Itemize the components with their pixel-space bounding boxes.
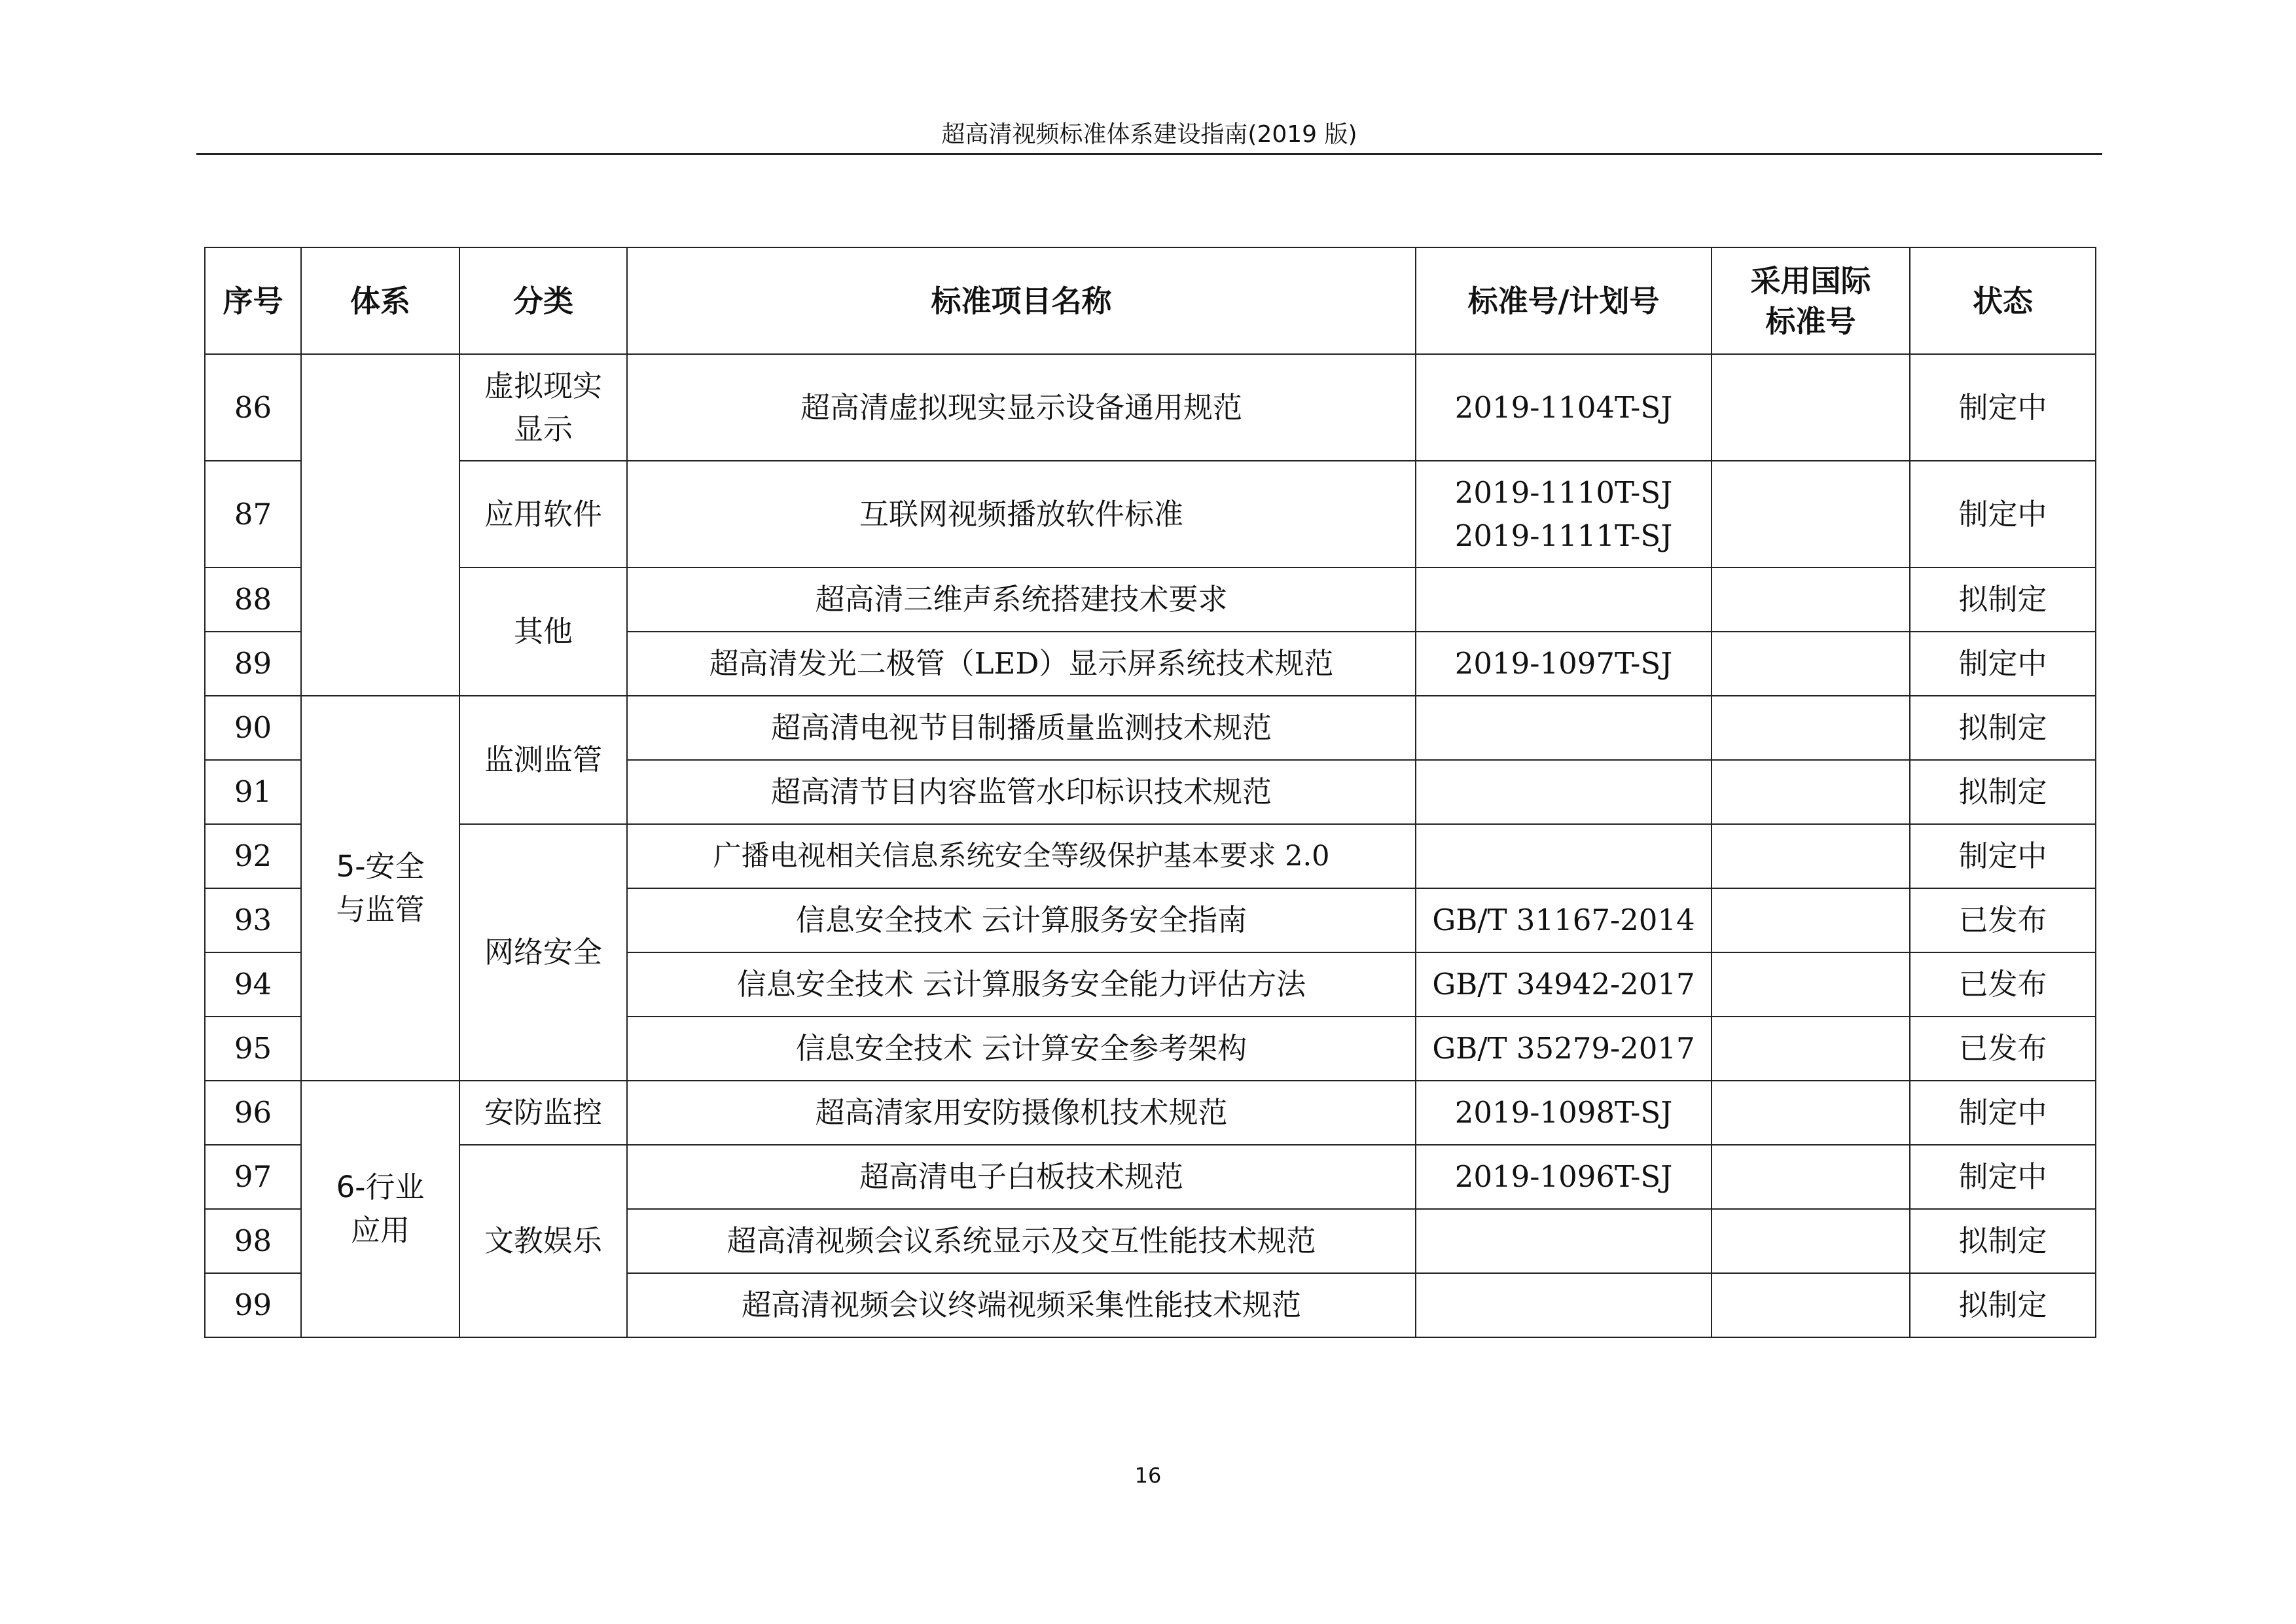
page-header-title: 超高清视频标准体系建设指南(2019 版): [941, 121, 1357, 148]
row-status: 制定中: [1910, 354, 2096, 461]
row-intl: [1712, 696, 1910, 760]
row-status: 制定中: [1910, 461, 2096, 568]
table-row: [205, 461, 2096, 568]
category-cell: 虚拟现实显示: [459, 354, 627, 461]
row-name: 超高清视频会议终端视频采集性能技术规范: [627, 1273, 1416, 1337]
row-name: 超高清家用安防摄像机技术规范: [627, 1081, 1416, 1145]
row-code: [1416, 696, 1712, 760]
category-cell: 监测监管: [459, 696, 627, 824]
row-status: 拟制定: [1910, 568, 2096, 632]
row-intl: [1712, 760, 1910, 824]
system-cell-empty: [301, 354, 459, 696]
row-intl: [1712, 568, 1910, 632]
row-intl: [1712, 1017, 1910, 1081]
col-header-name: 标准项目名称: [627, 247, 1416, 354]
page-number: 16: [1134, 1463, 1162, 1488]
row-code: 2019-1096T-SJ: [1416, 1145, 1712, 1209]
row-status: 制定中: [1910, 824, 2096, 888]
row-status: 拟制定: [1910, 760, 2096, 824]
row-code: [1416, 1209, 1712, 1273]
row-name: 超高清三维声系统搭建技术要求: [627, 568, 1416, 632]
row-intl: [1712, 632, 1910, 696]
row-name: 超高清视频会议系统显示及交互性能技术规范: [627, 1209, 1416, 1273]
category-cell: 网络安全: [459, 824, 627, 1081]
row-seq: 91: [205, 760, 301, 824]
row-intl: [1712, 1145, 1910, 1209]
row-name: 信息安全技术 云计算服务安全指南: [627, 888, 1416, 952]
row-seq: 93: [205, 888, 301, 952]
row-status: 已发布: [1910, 888, 2096, 952]
row-status: 拟制定: [1910, 696, 2096, 760]
row-seq: 96: [205, 1081, 301, 1145]
row-seq: 94: [205, 952, 301, 1017]
table-row: [205, 1145, 2096, 1209]
category-cell: 文教娱乐: [459, 1145, 627, 1337]
row-status: 拟制定: [1910, 1273, 2096, 1337]
table-row: [205, 824, 2096, 888]
row-intl: [1712, 888, 1910, 952]
row-intl: [1712, 824, 1910, 888]
row-seq: 98: [205, 1209, 301, 1273]
table-header-row: [205, 247, 2096, 354]
row-intl: [1712, 1209, 1910, 1273]
row-seq: 88: [205, 568, 301, 632]
row-seq: 92: [205, 824, 301, 888]
row-name: 信息安全技术 云计算安全参考架构: [627, 1017, 1416, 1081]
row-seq: 87: [205, 461, 301, 568]
row-code-line: 2019-1111T-SJ: [1454, 518, 1673, 553]
col-header-seq: 序号: [205, 247, 301, 354]
row-seq: 99: [205, 1273, 301, 1337]
row-name: 超高清虚拟现实显示设备通用规范: [627, 354, 1416, 461]
standards-table: [204, 247, 2096, 1338]
row-intl: [1712, 1273, 1910, 1337]
row-code: 2019-1104T-SJ: [1416, 354, 1712, 461]
row-status: 已发布: [1910, 1017, 2096, 1081]
row-seq: 90: [205, 696, 301, 760]
row-intl: [1712, 354, 1910, 461]
col-header-category: 分类: [459, 247, 627, 354]
row-name: 超高清电子白板技术规范: [627, 1145, 1416, 1209]
row-code: [1416, 824, 1712, 888]
col-header-system: 体系: [301, 247, 459, 354]
row-intl: [1712, 952, 1910, 1017]
row-code: GB/T 34942-2017: [1416, 952, 1712, 1017]
row-status: 制定中: [1910, 1081, 2096, 1145]
row-name: 超高清节目内容监管水印标识技术规范: [627, 760, 1416, 824]
col-header-intl: 采用国际标准号: [1712, 247, 1910, 354]
system-cell-industry: 6-行业应用: [301, 1081, 459, 1337]
system-cell-security: 5-安全与监管: [301, 696, 459, 1081]
row-status: 制定中: [1910, 632, 2096, 696]
row-intl: [1712, 1081, 1910, 1145]
category-cell: 应用软件: [459, 461, 627, 568]
row-code-line: 2019-1110T-SJ: [1454, 475, 1673, 510]
row-intl: [1712, 461, 1910, 568]
row-code: GB/T 35279-2017: [1416, 1017, 1712, 1081]
table-row: [205, 354, 2096, 461]
category-cell: 其他: [459, 568, 627, 696]
row-code: 2019-1097T-SJ: [1416, 632, 1712, 696]
table-row: [205, 568, 2096, 632]
table-row: [205, 1081, 2096, 1145]
row-code: [1416, 1273, 1712, 1337]
col-header-status: 状态: [1910, 247, 2096, 354]
row-name: 互联网视频播放软件标准: [627, 461, 1416, 568]
row-code: [1416, 461, 1712, 568]
row-status: 已发布: [1910, 952, 2096, 1017]
row-seq: 86: [205, 354, 301, 461]
row-seq: 89: [205, 632, 301, 696]
row-seq: 97: [205, 1145, 301, 1209]
col-header-code: 标准号/计划号: [1416, 247, 1712, 354]
row-seq: 95: [205, 1017, 301, 1081]
row-code: [1416, 760, 1712, 824]
row-name: 超高清电视节目制播质量监测技术规范: [627, 696, 1416, 760]
row-status: 拟制定: [1910, 1209, 2096, 1273]
row-status: 制定中: [1910, 1145, 2096, 1209]
category-cell: 安防监控: [459, 1081, 627, 1145]
row-code: [1416, 568, 1712, 632]
row-code: GB/T 31167-2014: [1416, 888, 1712, 952]
row-name: 信息安全技术 云计算服务安全能力评估方法: [627, 952, 1416, 1017]
row-name: 超高清发光二极管（LED）显示屏系统技术规范: [627, 632, 1416, 696]
table-row: [205, 696, 2096, 760]
header-divider: [196, 153, 2102, 155]
row-name: 广播电视相关信息系统安全等级保护基本要求 2.0: [627, 824, 1416, 888]
row-code: 2019-1098T-SJ: [1416, 1081, 1712, 1145]
